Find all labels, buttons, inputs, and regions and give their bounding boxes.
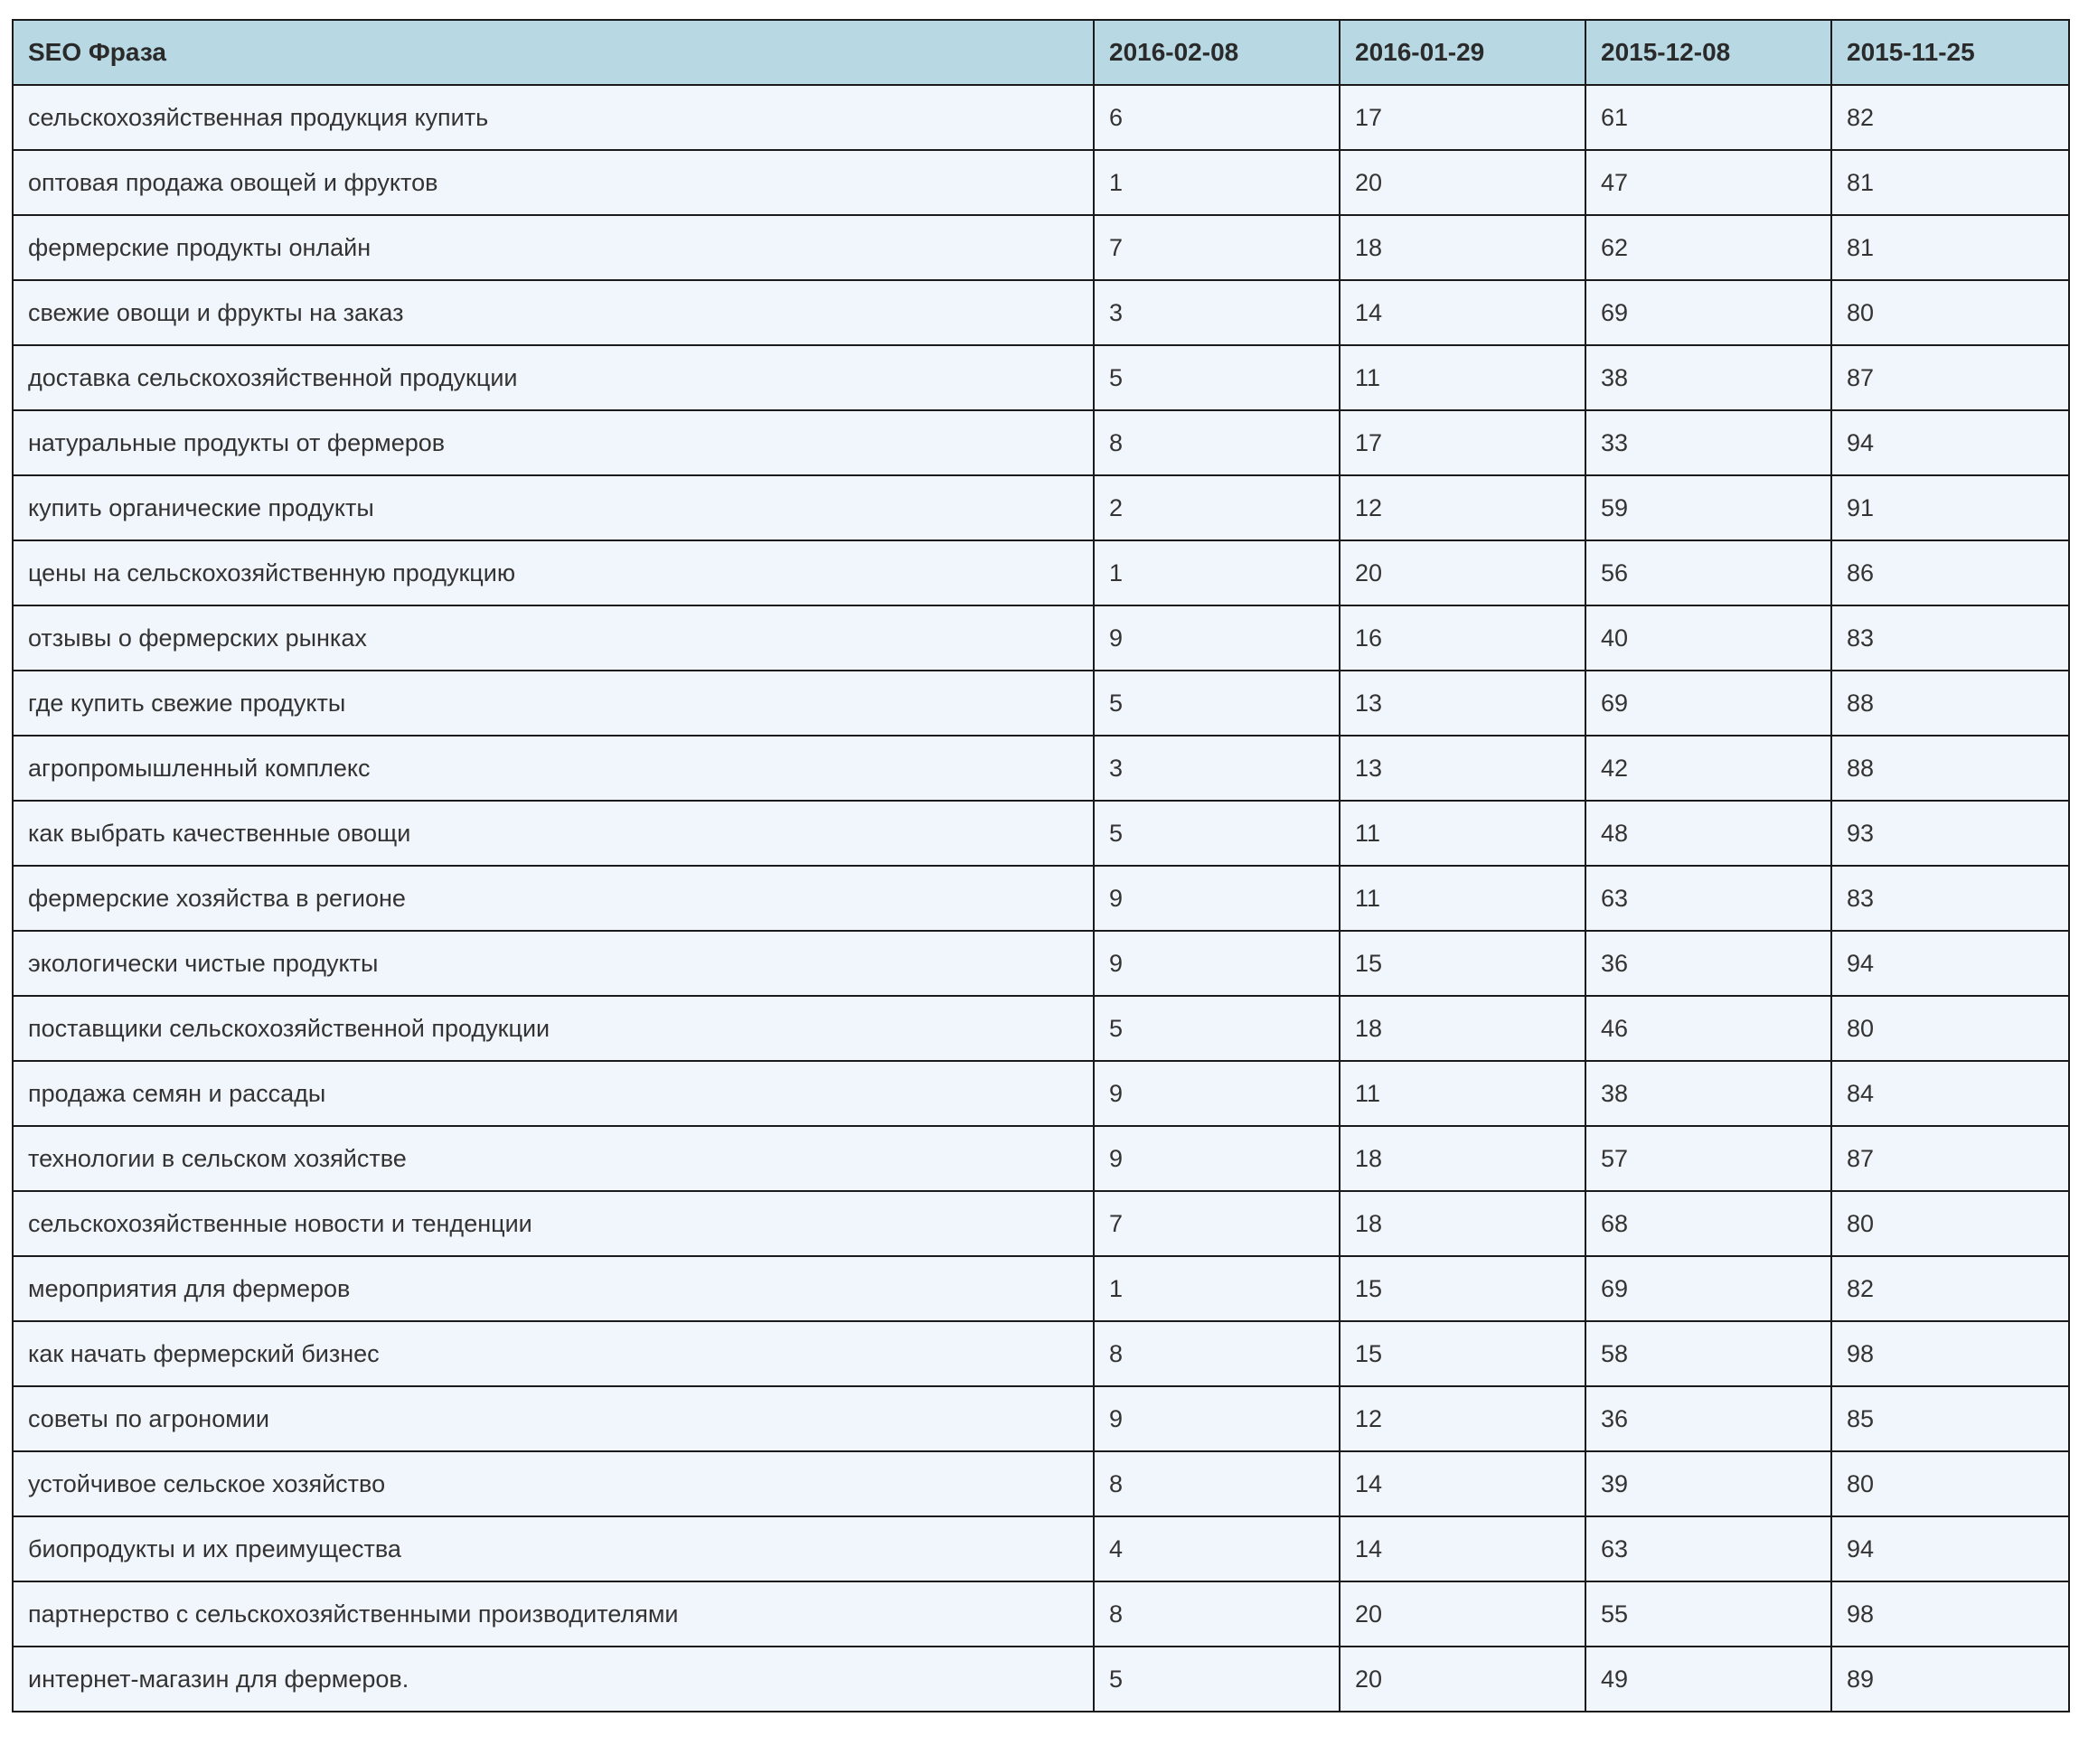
rank-2015-11-25-cell: 84 bbox=[1831, 1061, 2069, 1126]
rank-2016-02-08-cell: 5 bbox=[1094, 996, 1340, 1061]
phrase-cell: фермерские продукты онлайн bbox=[13, 215, 1094, 280]
rank-2016-02-08-cell: 3 bbox=[1094, 736, 1340, 801]
rank-2015-11-25-cell: 80 bbox=[1831, 280, 2069, 345]
rank-2016-01-29-cell: 20 bbox=[1340, 1647, 1585, 1712]
rank-2015-12-08-cell: 68 bbox=[1585, 1191, 1831, 1256]
phrase-cell: сельскохозяйственная продукция купить bbox=[13, 85, 1094, 150]
seo-table-container bbox=[12, 19, 2068, 1712]
table-row bbox=[13, 1061, 2069, 1126]
rank-2016-02-08-cell: 5 bbox=[1094, 1647, 1340, 1712]
rank-2015-11-25-cell: 94 bbox=[1831, 410, 2069, 475]
rank-2016-02-08-cell: 8 bbox=[1094, 410, 1340, 475]
seo-rankings-table bbox=[12, 19, 2070, 1712]
rank-2016-02-08-cell: 2 bbox=[1094, 475, 1340, 540]
rank-2015-12-08-cell: 33 bbox=[1585, 410, 1831, 475]
table-row bbox=[13, 475, 2069, 540]
rank-2015-11-25-cell: 80 bbox=[1831, 996, 2069, 1061]
table-body bbox=[13, 85, 2069, 1712]
table-row bbox=[13, 605, 2069, 671]
table-row bbox=[13, 85, 2069, 150]
phrase-cell: поставщики сельскохозяйственной продукции bbox=[13, 996, 1094, 1061]
rank-2016-01-29-cell: 14 bbox=[1340, 1516, 1585, 1581]
header-date-2016-02-08[interactable]: 2016-02-08 bbox=[1094, 20, 1340, 85]
table-row bbox=[13, 280, 2069, 345]
rank-2015-12-08-cell: 62 bbox=[1585, 215, 1831, 280]
rank-2016-01-29-cell: 18 bbox=[1340, 1126, 1585, 1191]
rank-2015-12-08-cell: 63 bbox=[1585, 1516, 1831, 1581]
rank-2016-01-29-cell: 14 bbox=[1340, 280, 1585, 345]
rank-2015-12-08-cell: 56 bbox=[1585, 540, 1831, 605]
rank-2015-11-25-cell: 91 bbox=[1831, 475, 2069, 540]
rank-2016-01-29-cell: 18 bbox=[1340, 1191, 1585, 1256]
phrase-cell: где купить свежие продукты bbox=[13, 671, 1094, 736]
rank-2015-12-08-cell: 38 bbox=[1585, 1061, 1831, 1126]
table-row bbox=[13, 931, 2069, 996]
rank-2016-01-29-cell: 11 bbox=[1340, 1061, 1585, 1126]
rank-2016-01-29-cell: 18 bbox=[1340, 996, 1585, 1061]
rank-2015-11-25-cell: 98 bbox=[1831, 1581, 2069, 1647]
rank-2015-12-08-cell: 42 bbox=[1585, 736, 1831, 801]
phrase-cell: интернет-магазин для фермеров. bbox=[13, 1647, 1094, 1712]
rank-2016-01-29-cell: 15 bbox=[1340, 1256, 1585, 1321]
table-row bbox=[13, 1581, 2069, 1647]
rank-2015-12-08-cell: 39 bbox=[1585, 1451, 1831, 1516]
table-row bbox=[13, 736, 2069, 801]
rank-2015-11-25-cell: 94 bbox=[1831, 1516, 2069, 1581]
rank-2016-02-08-cell: 7 bbox=[1094, 1191, 1340, 1256]
rank-2016-02-08-cell: 8 bbox=[1094, 1321, 1340, 1386]
rank-2015-11-25-cell: 83 bbox=[1831, 866, 2069, 931]
phrase-cell: свежие овощи и фрукты на заказ bbox=[13, 280, 1094, 345]
phrase-cell: устойчивое сельское хозяйство bbox=[13, 1451, 1094, 1516]
rank-2015-11-25-cell: 80 bbox=[1831, 1191, 2069, 1256]
rank-2015-11-25-cell: 81 bbox=[1831, 150, 2069, 215]
table-row bbox=[13, 150, 2069, 215]
rank-2015-12-08-cell: 69 bbox=[1585, 671, 1831, 736]
header-seo-phrase[interactable]: SEO Фраза bbox=[13, 20, 1094, 85]
rank-2015-11-25-cell: 86 bbox=[1831, 540, 2069, 605]
table-row bbox=[13, 410, 2069, 475]
rank-2016-02-08-cell: 4 bbox=[1094, 1516, 1340, 1581]
phrase-cell: технологии в сельском хозяйстве bbox=[13, 1126, 1094, 1191]
rank-2015-12-08-cell: 57 bbox=[1585, 1126, 1831, 1191]
rank-2016-02-08-cell: 1 bbox=[1094, 540, 1340, 605]
phrase-cell: советы по агрономии bbox=[13, 1386, 1094, 1451]
rank-2015-12-08-cell: 47 bbox=[1585, 150, 1831, 215]
rank-2015-12-08-cell: 48 bbox=[1585, 801, 1831, 866]
rank-2016-02-08-cell: 9 bbox=[1094, 1061, 1340, 1126]
rank-2015-11-25-cell: 87 bbox=[1831, 345, 2069, 410]
table-row bbox=[13, 1256, 2069, 1321]
table-row bbox=[13, 215, 2069, 280]
phrase-cell: агропромышленный комплекс bbox=[13, 736, 1094, 801]
rank-2015-11-25-cell: 88 bbox=[1831, 671, 2069, 736]
rank-2016-01-29-cell: 20 bbox=[1340, 540, 1585, 605]
header-row bbox=[13, 20, 2069, 85]
rank-2015-11-25-cell: 88 bbox=[1831, 736, 2069, 801]
rank-2015-12-08-cell: 49 bbox=[1585, 1647, 1831, 1712]
phrase-cell: купить органические продукты bbox=[13, 475, 1094, 540]
rank-2015-11-25-cell: 93 bbox=[1831, 801, 2069, 866]
rank-2015-12-08-cell: 69 bbox=[1585, 1256, 1831, 1321]
rank-2015-11-25-cell: 94 bbox=[1831, 931, 2069, 996]
rank-2015-12-08-cell: 61 bbox=[1585, 85, 1831, 150]
rank-2015-12-08-cell: 46 bbox=[1585, 996, 1831, 1061]
rank-2015-11-25-cell: 85 bbox=[1831, 1386, 2069, 1451]
rank-2016-02-08-cell: 8 bbox=[1094, 1451, 1340, 1516]
phrase-cell: биопродукты и их преимущества bbox=[13, 1516, 1094, 1581]
rank-2015-12-08-cell: 59 bbox=[1585, 475, 1831, 540]
rank-2016-02-08-cell: 5 bbox=[1094, 801, 1340, 866]
phrase-cell: мероприятия для фермеров bbox=[13, 1256, 1094, 1321]
header-date-2016-01-29[interactable]: 2016-01-29 bbox=[1340, 20, 1585, 85]
phrase-cell: цены на сельскохозяйственную продукцию bbox=[13, 540, 1094, 605]
rank-2015-11-25-cell: 89 bbox=[1831, 1647, 2069, 1712]
rank-2015-11-25-cell: 98 bbox=[1831, 1321, 2069, 1386]
rank-2016-02-08-cell: 9 bbox=[1094, 1126, 1340, 1191]
rank-2016-01-29-cell: 11 bbox=[1340, 866, 1585, 931]
rank-2015-12-08-cell: 38 bbox=[1585, 345, 1831, 410]
rank-2015-12-08-cell: 58 bbox=[1585, 1321, 1831, 1386]
phrase-cell: экологически чистые продукты bbox=[13, 931, 1094, 996]
rank-2016-01-29-cell: 17 bbox=[1340, 410, 1585, 475]
table-row bbox=[13, 866, 2069, 931]
rank-2016-02-08-cell: 9 bbox=[1094, 1386, 1340, 1451]
table-row bbox=[13, 1386, 2069, 1451]
phrase-cell: сельскохозяйственные новости и тенденции bbox=[13, 1191, 1094, 1256]
phrase-cell: партнерство с сельскохозяйственными производителями bbox=[13, 1581, 1094, 1647]
table-row bbox=[13, 540, 2069, 605]
phrase-cell: продажа семян и рассады bbox=[13, 1061, 1094, 1126]
rank-2016-02-08-cell: 5 bbox=[1094, 345, 1340, 410]
rank-2016-02-08-cell: 1 bbox=[1094, 150, 1340, 215]
rank-2015-12-08-cell: 36 bbox=[1585, 931, 1831, 996]
rank-2016-02-08-cell: 9 bbox=[1094, 931, 1340, 996]
rank-2016-02-08-cell: 6 bbox=[1094, 85, 1340, 150]
rank-2016-02-08-cell: 7 bbox=[1094, 215, 1340, 280]
rank-2015-12-08-cell: 55 bbox=[1585, 1581, 1831, 1647]
table-header bbox=[13, 20, 2069, 85]
rank-2016-01-29-cell: 11 bbox=[1340, 345, 1585, 410]
table-row bbox=[13, 671, 2069, 736]
rank-2016-01-29-cell: 15 bbox=[1340, 1321, 1585, 1386]
phrase-cell: как выбрать качественные овощи bbox=[13, 801, 1094, 866]
rank-2016-01-29-cell: 12 bbox=[1340, 1386, 1585, 1451]
rank-2015-12-08-cell: 40 bbox=[1585, 605, 1831, 671]
phrase-cell: фермерские хозяйства в регионе bbox=[13, 866, 1094, 931]
rank-2016-02-08-cell: 9 bbox=[1094, 605, 1340, 671]
table-row bbox=[13, 1321, 2069, 1386]
rank-2016-01-29-cell: 13 bbox=[1340, 671, 1585, 736]
rank-2015-11-25-cell: 82 bbox=[1831, 1256, 2069, 1321]
table-row bbox=[13, 801, 2069, 866]
phrase-cell: как начать фермерский бизнес bbox=[13, 1321, 1094, 1386]
rank-2016-02-08-cell: 8 bbox=[1094, 1581, 1340, 1647]
rank-2016-01-29-cell: 20 bbox=[1340, 150, 1585, 215]
table-row bbox=[13, 996, 2069, 1061]
rank-2016-01-29-cell: 12 bbox=[1340, 475, 1585, 540]
rank-2016-01-29-cell: 14 bbox=[1340, 1451, 1585, 1516]
header-date-2015-11-25[interactable]: 2015-11-25 bbox=[1831, 20, 2069, 85]
rank-2016-01-29-cell: 11 bbox=[1340, 801, 1585, 866]
rank-2016-01-29-cell: 17 bbox=[1340, 85, 1585, 150]
rank-2015-12-08-cell: 69 bbox=[1585, 280, 1831, 345]
header-date-2015-12-08[interactable]: 2015-12-08 bbox=[1585, 20, 1831, 85]
phrase-cell: натуральные продукты от фермеров bbox=[13, 410, 1094, 475]
rank-2016-01-29-cell: 20 bbox=[1340, 1581, 1585, 1647]
rank-2015-11-25-cell: 82 bbox=[1831, 85, 2069, 150]
table-row bbox=[13, 1191, 2069, 1256]
rank-2015-11-25-cell: 87 bbox=[1831, 1126, 2069, 1191]
rank-2016-01-29-cell: 15 bbox=[1340, 931, 1585, 996]
rank-2016-02-08-cell: 1 bbox=[1094, 1256, 1340, 1321]
table-row bbox=[13, 1451, 2069, 1516]
rank-2015-11-25-cell: 83 bbox=[1831, 605, 2069, 671]
table-row bbox=[13, 1516, 2069, 1581]
phrase-cell: отзывы о фермерских рынках bbox=[13, 605, 1094, 671]
rank-2016-02-08-cell: 3 bbox=[1094, 280, 1340, 345]
rank-2015-11-25-cell: 80 bbox=[1831, 1451, 2069, 1516]
rank-2016-02-08-cell: 9 bbox=[1094, 866, 1340, 931]
rank-2016-01-29-cell: 13 bbox=[1340, 736, 1585, 801]
rank-2016-02-08-cell: 5 bbox=[1094, 671, 1340, 736]
phrase-cell: оптовая продажа овощей и фруктов bbox=[13, 150, 1094, 215]
rank-2015-11-25-cell: 81 bbox=[1831, 215, 2069, 280]
rank-2016-01-29-cell: 16 bbox=[1340, 605, 1585, 671]
table-row bbox=[13, 345, 2069, 410]
rank-2015-12-08-cell: 63 bbox=[1585, 866, 1831, 931]
phrase-cell: доставка сельскохозяйственной продукции bbox=[13, 345, 1094, 410]
rank-2016-01-29-cell: 18 bbox=[1340, 215, 1585, 280]
table-row bbox=[13, 1647, 2069, 1712]
table-row bbox=[13, 1126, 2069, 1191]
rank-2015-12-08-cell: 36 bbox=[1585, 1386, 1831, 1451]
